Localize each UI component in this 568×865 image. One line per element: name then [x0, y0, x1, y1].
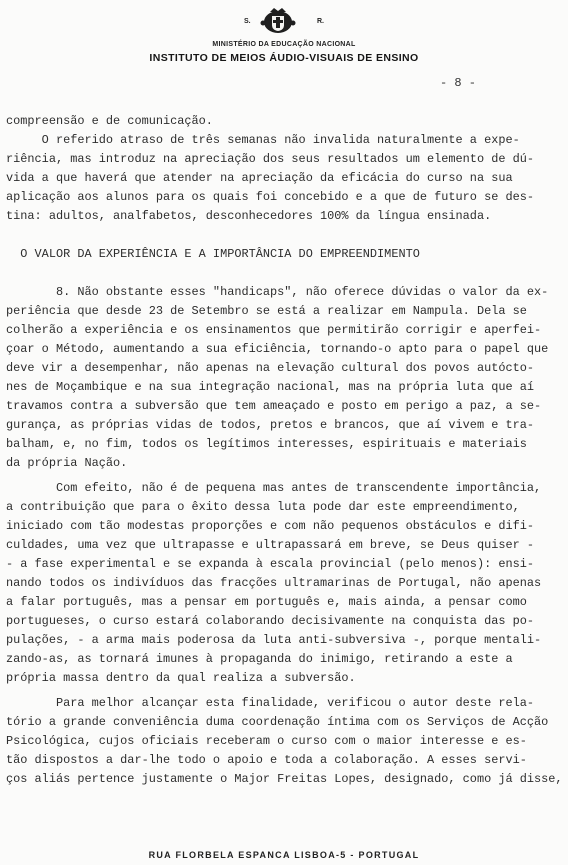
text-line: tina: adultos, analfabetos, desconhecedores 100% da língua ensinada.	[6, 209, 492, 223]
text-line: - a fase experimental e se expanda à escala provincial (pelo menos): ensi-	[6, 557, 535, 571]
text-line: portugueses, o curso estará colaborando decisivamente na conquista das po-	[6, 614, 535, 628]
text-line: deve vir a desempenhar, não apenas na elevação cultural dos povos autócto-	[6, 361, 535, 375]
text-line: vida a que haverá que atender na apreciação da eficácia do curso na sua	[6, 171, 513, 185]
text-line: riência, mas introduz na apreciação dos seus resultados um elemento de dú-	[6, 152, 535, 166]
section-heading-text: O VALOR DA EXPERIÊNCIA E A IMPORTÂNCIA DO EMPREENDIMENTO	[6, 247, 420, 261]
paragraph	[6, 283, 554, 473]
paragraph	[6, 479, 554, 688]
text-line: colherão a experiência e os ensinamentos que permitirão corrigir e aperfei-	[6, 323, 542, 337]
text-line: tão dispostos a dar-lhe todo o apoio e toda a colaboração. A esses servi-	[6, 753, 527, 767]
text-line: balham, e, no fim, todos os legítimos interesses, espirituais e materiais	[6, 437, 527, 451]
letterhead	[0, 0, 568, 70]
text-line: culdades, uma vez que ultrapasse e ultrapassará em breve, se Deus quiser -	[6, 538, 535, 552]
paragraph	[6, 694, 563, 789]
text-line: nes de Moçambique e na sua integração nacional, mas na própria luta que aí	[6, 380, 535, 394]
text-line: pulações, - a arma mais poderosa da luta anti-subversiva -, porque mentali-	[6, 633, 542, 647]
text-line: gurança, as próprias vidas de todos, pretos e brancos, que aí vivem e tra-	[6, 418, 535, 432]
text-line: da própria Nação.	[6, 456, 128, 470]
page-number: - 8 -	[440, 76, 477, 90]
institute-name: INSTITUTO DE MEIOS ÁUDIO-VISUAIS DE ENSINO	[149, 52, 419, 64]
crest-right-letter: R.	[317, 18, 324, 25]
section-heading	[6, 245, 554, 264]
text-line: ços aliás pertence justamente o Major Freitas Lopes, designado, como já disse,	[6, 772, 563, 786]
paragraph	[6, 131, 554, 226]
coat-of-arms-icon	[258, 6, 298, 36]
text-line: aplicação aos alunos para os quais foi concebido e a que de futuro se des-	[6, 190, 535, 204]
text-line: tório a grande conveniência duma coordenação íntima com os Serviços de Acção	[6, 715, 549, 729]
text-line: iniciado com tão modestas proporções e com não pequenos obstáculos e difi-	[6, 519, 535, 533]
text-line: zando-as, as tornará imunes à propaganda do inimigo, retirando a este a	[6, 652, 513, 666]
text-line: O referido atraso de três semanas não invalida naturalmente a expe-	[6, 133, 520, 147]
text-line: çoar o Método, aumentando a sua eficiência, tornando-o apto para o papel que	[6, 342, 549, 356]
text-line: própria massa dentro da qual realiza a subversão.	[6, 671, 356, 685]
report-body	[6, 112, 563, 789]
text-line: a contribuição que para o êxito dessa luta pode dar este empreendimento,	[6, 500, 520, 514]
text-line: periência que desde 23 de Setembro se está a realizar em Nampula. Dela se	[6, 304, 527, 318]
text-line: Com efeito, não é de pequena mas antes de transcendente importância,	[6, 481, 542, 495]
footer-address: RUA FLORBELA ESPANCA LISBOA-5 - PORTUGAL	[148, 850, 420, 860]
text-line: compreensão e de comunicação.	[6, 114, 213, 128]
paragraph	[6, 112, 554, 131]
crest-row	[0, 6, 568, 34]
text-line: 8. Não obstante esses "handicaps", não oferece dúvidas o valor da ex-	[6, 285, 549, 299]
spacer	[6, 264, 554, 283]
text-line: travamos contra a subversão que tem ameaçado e posto em perigo a paz, a se-	[6, 399, 542, 413]
text-line: nando todos os indivíduos das fracções ultramarinas de Portugal, não apenas	[6, 576, 542, 590]
text-line: a falar português, mas a pensar em português e, mais ainda, a pensar como	[6, 595, 527, 609]
text-line: Psicológica, cujos oficiais receberam o curso com o maior interesse e es-	[6, 734, 527, 748]
spacer	[6, 226, 554, 245]
text-line: Para melhor alcançar esta finalidade, verificou o autor deste rela-	[6, 696, 535, 710]
crest-left-letter: S.	[244, 18, 251, 25]
ministry-name: MINISTÉRIO DA EDUCAÇÃO NACIONAL	[212, 41, 356, 48]
